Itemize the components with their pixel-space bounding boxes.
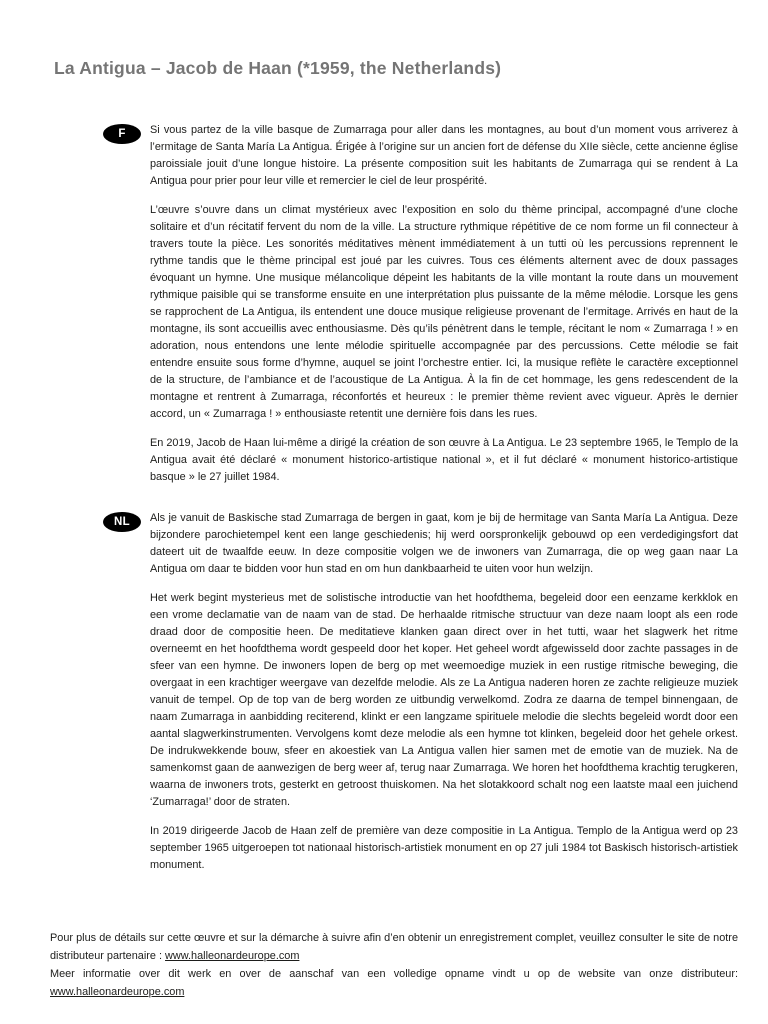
section-dutch [103,510,738,874]
french-paragraph-description: L’œuvre s’ouvre dans un climat mystérieux avec l’exposition en solo du thème principal, accompagné d’une cloche solitaire et d’un récitatif fervent du nom de la ville. La structure rythmique répétitive de ce nom forme un fil connecteur à travers toute la pièce. Les sonorités méditatives mènent immédiatement à un tutti où les percussions reprennent le rythme tandis que le thème principal est joué par les cuivres. Tous ces éléments alternent avec de doux passages évoquant un hymne. Une musique mélancolique dépeint les habitants de la ville montant la route dans un mouvement rythmique paisible qui se transforme ensuite en une interprétation plus puissante de la même mélodie. Lorsque les gens se rapprochent de La Antigua, ils entendent une douce musique religieuse provenant de l’ermitage. Arrivés en haut de la montagne, ils sont accueillis avec enthousiasme. Dès qu’ils pénètrent dans le temple, récitant le nom « Zumarraga ! » en adoration, nous entendons une lente mélodie spirituelle accompagnée par des percussions. Cette mélodie se fait entendre ensuite sous forme d’hymne, auquel se joint l’orchestre entier. Ici, la musique reflète le caractère exceptionnel de la structure, de l’ambiance et de l’acoustique de La Antigua. À la fin de cet hommage, les gens redescendent de la montagne et rentrent à Zumarraga, réconfortés et heureux : le premier thème revient avec vigueur. Après le dernier accord, un « Zumarraga ! » enthousiaste retentit une dernière fois dans les rues. [150,204,738,420]
french-paragraph-intro: Si vous partez de la ville basque de Zumarraga pour aller dans les montagnes, au bout d’un moment vous arriverez à l’ermitage de Santa María La Antigua. Érigée à l’origine sur un ancien fort de défense du XIIe siècle, cette ancienne église paroissiale jouit d’une longue histoire. La présente composition suit les habitants de Zumarraga qui se rendent à La Antigua pour prier pour leur ville et remercier le ciel de leur prospérité. [150,124,738,187]
dutch-paragraph-premiere: In 2019 dirigeerde Jacob de Haan zelf de première van deze compositie in La Antigua. Templo de la Antigua werd op 23 september 1965 uitgeroepen tot nationaal historisch-artistiek monument en op 27 juli 1984 tot Baskisch historisch-artistiek monument. [150,825,738,871]
footer-link-french[interactable]: www.halleonardeurope.com [165,950,300,962]
footer-text-french: Pour plus de détails sur cette œuvre et sur la démarche à suivre afin d’en obtenir un enregistrement complet, veuillez consulter le site de notre distributeur partenaire : [50,932,738,962]
page-title: La Antigua – Jacob de Haan (*1959, the Netherlands) [54,58,502,78]
footer-note-french [50,929,738,965]
dutch-text-column [150,510,738,874]
footer-text-dutch: Meer informatie over dit werk en over de aanschaf van een volledige opname vindt u op de website van onze distributeur: [50,968,738,980]
language-badge-dutch: NL [103,512,141,532]
language-badge-french: F [103,124,141,144]
dutch-paragraph-description: Het werk begint mysterieus met de solistische introductie van het hoofdthema, begeleid door een eenzame kerkklok en een vrome declamatie van de naam van de stad. De herhaalde ritmische structuur van deze naam loopt als een rode draad door de compositie heen. De meditatieve klanken gaan direct over in het tutti, waar het slagwerk het ritme overneemt en het hoofdthema wordt gespeeld door het koper. Het geheel wordt afgewisseld door zachte passages in de sfeer van een hymne. De inwoners lopen de berg op met weemoedige muziek in een rustige ritmische beweging, die overgaat in een krachtiger weergave van dezelfde melodie. Als ze La Antigua naderen horen ze zachte religieuze muziek vanuit de tempel. Op de top van de berg worden ze uitbundig verwelkomd. Zodra ze daarna de tempel binnengaan, de naam Zumarraga in aanbidding reciterend, klinkt er een langzame spirituele melodie die slechts begeleid wordt door een aantal slagwerkinstrumenten. Vervolgens komt deze melodie als een hymne tot klinken, begeleid door het gehele orkest. De indrukwekkende bouw, sfeer en akoestiek van La Antigua vallen hier samen met de emotie van de muziek. Na de samenkomst gaan de aanwezigen de berg weer af, terug naar Zumarraga. We horen het hoofdthema krachtig terugkeren, waarna de inwoners trots, gesterkt en getroost thuiskomen. Na het slotakkoord schalt nog een laatste maal een juichend ‘Zumarraga!’ door de straten. [150,592,738,808]
footer-note-dutch [50,965,738,1001]
page-footer [50,929,738,1001]
section-french [103,122,738,486]
french-text-column [150,122,738,486]
footer-link-dutch[interactable]: www.halleonardeurope.com [50,986,185,998]
badge-column-french [103,122,141,144]
dutch-paragraph-intro: Als je vanuit de Baskische stad Zumarraga de bergen in gaat, kom je bij de hermitage van Santa María La Antigua. Deze bijzondere parochietempel kent een lange geschiedenis; hij werd oorspronkelijk gebouwd op een verdedigingsfort dat dateert uit de twaalfde eeuw. In deze compositie volgen we de inwoners van Zumarraga, die op weg gaan naar La Antigua om daar te bidden voor hun stad en om hun dankbaarheid te uiten voor hun welzijn. [150,512,738,575]
french-paragraph-premiere: En 2019, Jacob de Haan lui-même a dirigé la création de son œuvre à La Antigua. Le 23 septembre 1965, le Templo de la Antigua avait été déclaré « monument historico-artistique national », et il fut déclaré « monument historico-artistique basque » le 27 juillet 1984. [150,437,738,483]
badge-column-dutch [103,510,141,532]
